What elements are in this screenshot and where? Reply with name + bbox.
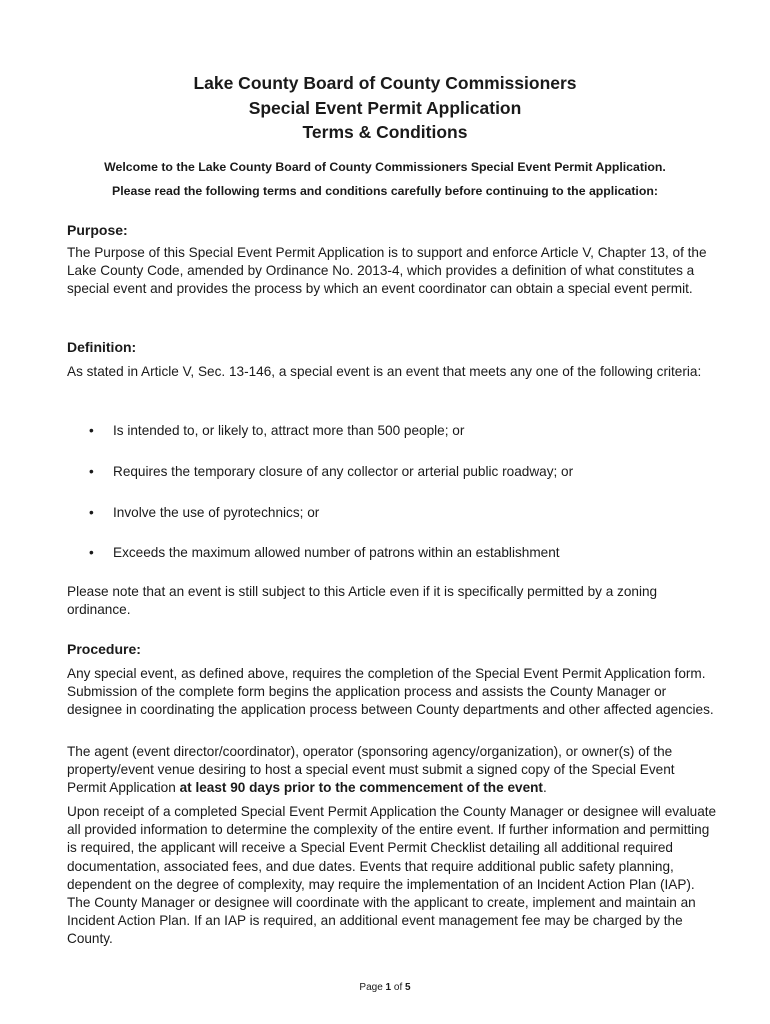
procedure-paragraph-2-end: . xyxy=(542,780,547,796)
intro-welcome: Welcome to the Lake County Board of County Commissioners Special Event Permit Application. xyxy=(104,160,666,174)
title-line-2: Special Event Permit Application xyxy=(248,97,522,118)
procedure-paragraph-2-text: The agent (event director/coordinator), operator (sponsoring agency/organization), or owner(s) of the property/event venue desiring to host a special event must submit a signed copy of the Special Event Permit Application xyxy=(67,744,675,796)
criteria-bullet-4 xyxy=(89,544,560,562)
purpose-text: The Purpose of this Special Event Permit Application is to support and enforce Article V, Chapter 13, of the Lake County Code, amended by Ordinance No. 2013-4, which provides a definition of what constitutes a special event and provides the process by which an event coordinator can obtain a special event permit. xyxy=(67,245,707,297)
bullet-dot-icon: • xyxy=(89,423,94,438)
definition-heading: Definition: xyxy=(67,339,137,355)
criteria-text-4: Exceeds the maximum allowed number of patrons within an establishment xyxy=(113,545,560,560)
page-of: of xyxy=(393,982,403,993)
criteria-text-1: Is intended to, or likely to, attract more than 500 people; or xyxy=(113,423,465,438)
bullet-dot-icon: • xyxy=(89,505,94,520)
definition-text: As stated in Article V, Sec. 13-146, a special event is an event that meets any one of the following criteria: xyxy=(67,364,702,379)
criteria-bullet-1 xyxy=(89,422,464,440)
criteria-text-3: Involve the use of pyrotechnics; or xyxy=(113,505,320,520)
criteria-bullet-3 xyxy=(89,504,319,522)
page-current: 1 xyxy=(385,982,392,993)
deadline-emphasis: at least 90 days prior to the commencement of the event xyxy=(179,780,543,796)
procedure-paragraph-2 xyxy=(67,743,717,798)
definition-note: Please note that an event is still subject to this Article even if it is specifically permitted by a zoning ordinance. xyxy=(67,584,658,618)
page-total: 5 xyxy=(405,982,411,993)
bullet-dot-icon: • xyxy=(89,464,94,479)
document-title xyxy=(0,71,770,145)
title-line-3: Terms & Conditions xyxy=(302,122,468,142)
bullet-dot-icon: • xyxy=(89,545,94,560)
criteria-text-2: Requires the temporary closure of any collector or arterial public roadway; or xyxy=(113,464,574,479)
criteria-bullet-2 xyxy=(89,463,573,481)
page-label: Page xyxy=(359,982,383,993)
page-number xyxy=(0,982,770,993)
intro-instructions: Please read the following terms and conditions carefully before continuing to the application: xyxy=(112,184,658,198)
procedure-paragraph-3: Upon receipt of a completed Special Event Permit Application the County Manager or designee will evaluate all provided information to determine the complexity of the entire event. If further information and permitting is required, the applicant will receive a Special Event Permit Checklist detailing all additional required documentation, associated fees, and due dates. Events that require additional public safety planning, dependent on the degree of complexity, may require the implementation of an Incident Action Plan (IAP). The County Manager or designee will coordinate with the applicant to create, implement and maintain an Incident Action Plan. If an IAP is required, an additional event management fee may be charged by the County. xyxy=(67,804,717,947)
procedure-heading: Procedure: xyxy=(67,641,141,657)
purpose-heading: Purpose: xyxy=(67,222,128,238)
title-line-1: Lake County Board of County Commissioners xyxy=(193,73,577,93)
procedure-paragraph-1: Any special event, as defined above, requires the completion of the Special Event Permit Application form. Submission of the complete form begins the application process and assists the County Manager or designee in coordinating the application process between County departments and other affected agencies. xyxy=(67,666,714,718)
